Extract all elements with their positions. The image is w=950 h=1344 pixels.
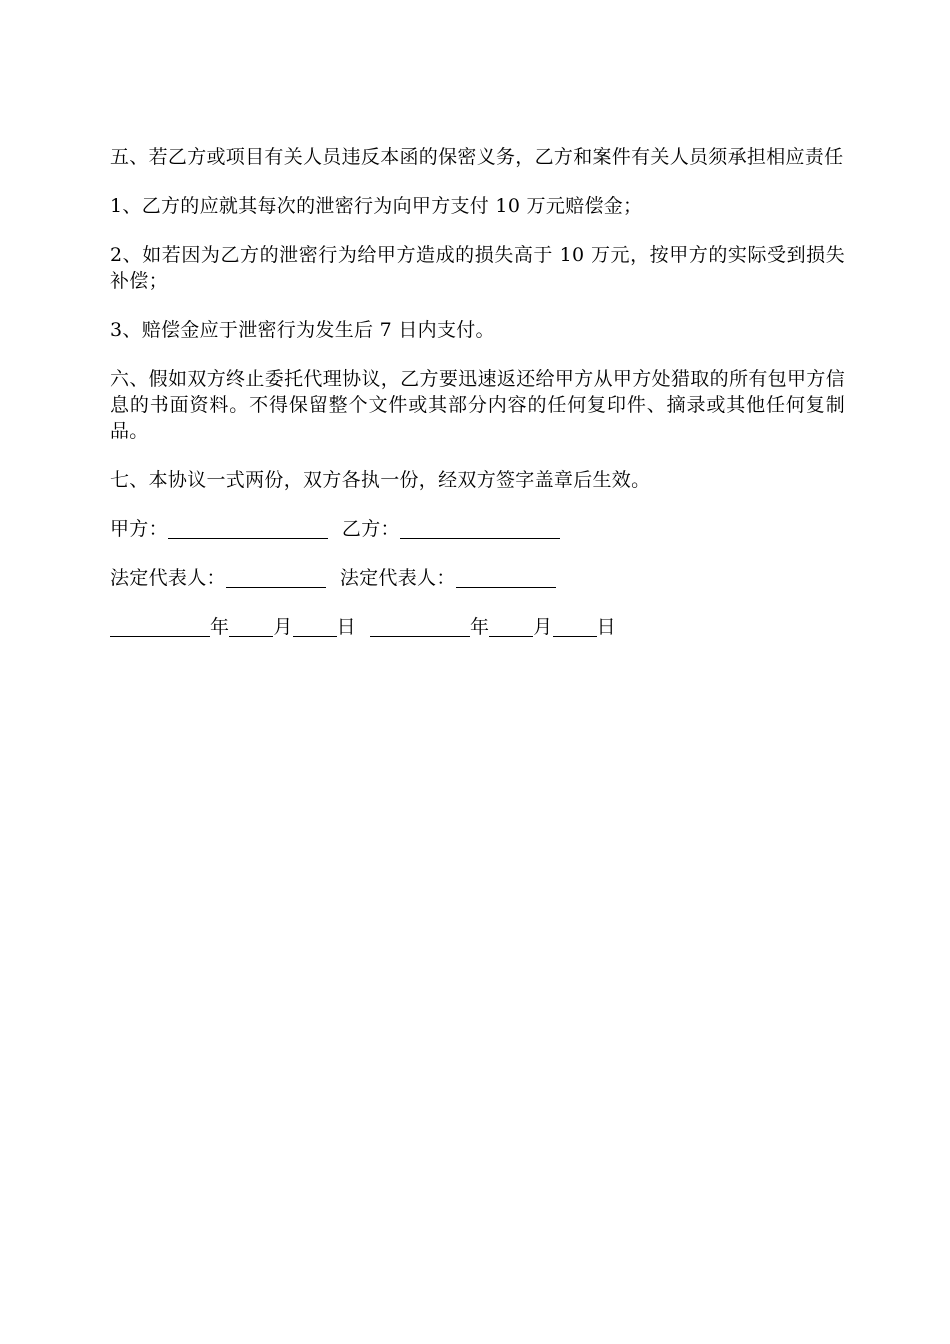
- representative-signature-line: [110, 565, 845, 591]
- date-b-year-blank: [370, 616, 470, 637]
- date-a-day-blank: [293, 616, 337, 637]
- party-a-blank: [168, 518, 328, 539]
- rep-b-label: 法定代表人：: [339, 567, 456, 589]
- party-b-label: 乙方：: [341, 518, 400, 540]
- date-b-year-label: 年: [469, 616, 490, 638]
- clause-five-item-1: 1、乙方的应就其每次的泄密行为向甲方支付 10 万元赔偿金；: [110, 195, 643, 217]
- party-signature-line: [110, 516, 845, 542]
- rep-a-blank: [226, 567, 326, 588]
- date-b-day-blank: [553, 616, 597, 637]
- document-body: [110, 144, 845, 663]
- clause-seven: 七、本协议一式两份，双方各执一份，经双方签字盖章后生效。: [110, 469, 651, 491]
- date-b-day-label: 日: [596, 616, 616, 638]
- date-a-month-label: 月: [273, 616, 293, 638]
- date-a-year-blank: [110, 616, 210, 637]
- party-b-blank: [400, 518, 560, 539]
- clause-five: 五、若乙方或项目有关人员违反本函的保密义务，乙方和案件有关人员须承担相应责任: [110, 146, 844, 168]
- date-b-month-label: 月: [533, 616, 553, 638]
- date-b-month-blank: [489, 616, 533, 637]
- clause-five-item-2: 2、如若因为乙方的泄密行为给甲方造成的损失高于 10 万元，按甲方的实际受到损失补偿；: [110, 244, 845, 292]
- party-a-label: 甲方：: [110, 518, 168, 540]
- date-a-year-label: 年: [210, 616, 230, 638]
- rep-a-label: 法定代表人：: [110, 567, 226, 589]
- clause-five-item-3: 3、赔偿金应于泄密行为发生后 7 日内支付。: [110, 319, 495, 341]
- date-a-month-blank: [229, 616, 273, 637]
- clause-six: 六、假如双方终止委托代理协议，乙方要迅速返还给甲方从甲方处猎取的所有包甲方信息的书面资料。不得保留整个文件或其部分内容的任何复印件、摘录或其他任何复制品。: [110, 368, 845, 442]
- date-line: [110, 614, 845, 640]
- date-a-day-label: 日: [336, 616, 356, 638]
- rep-b-blank: [456, 567, 556, 588]
